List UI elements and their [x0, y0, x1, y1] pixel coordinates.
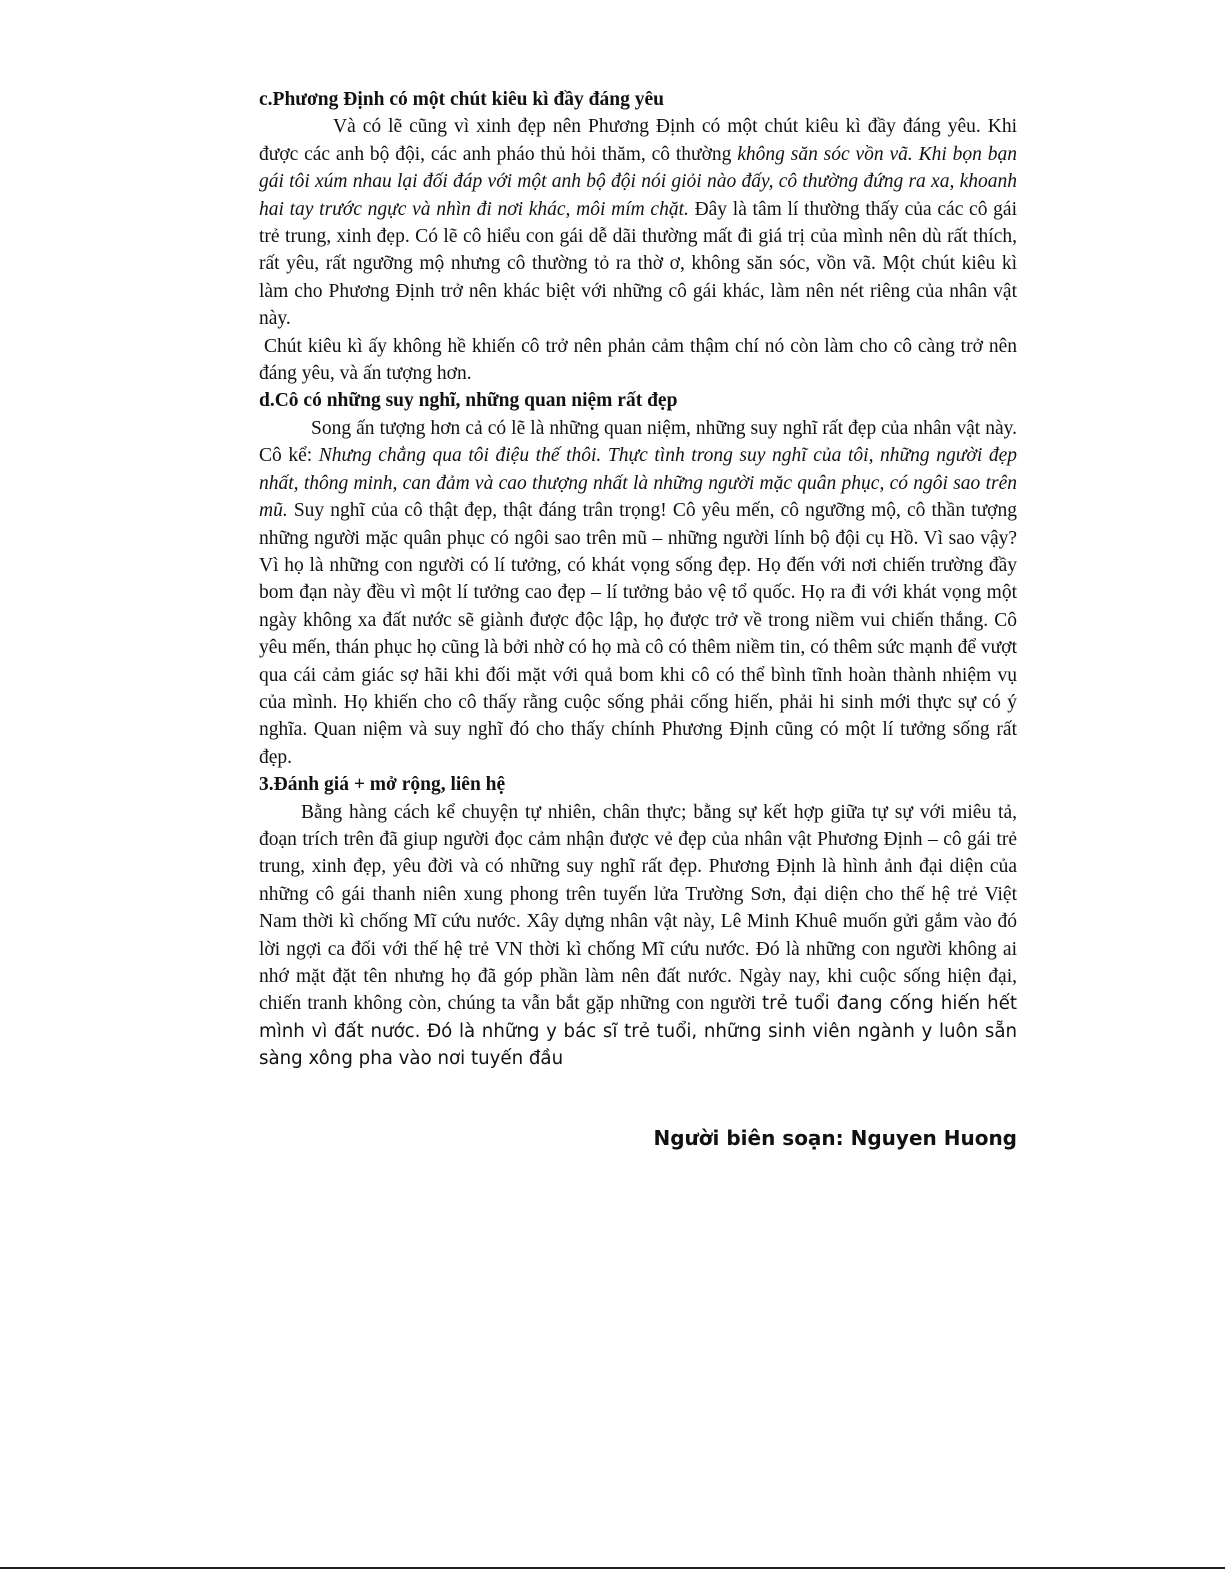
section-d-paragraph-1: [259, 415, 1017, 771]
section-c-p1-quote: không săn sóc vồn vã. Khi bọn bạn gái tôi xúm nhau lại đối đáp với một anh bộ đội nói giỏi nào đấy, cô thường đứng ra xa, khoanh hai tay trước ngực và nhìn đi nơi khác, môi mím chặt.: [259, 143, 1017, 220]
section-c-p1-text-a: Và có lẽ cũng vì xinh đẹp nên Phương Định có một chút kiêu kì đầy đáng yêu. Khi được các anh bộ đội, các anh pháo thủ hỏi thăm, cô thường: [259, 116, 1017, 165]
author-credit: Người biên soạn: Nguyen Huong: [653, 1126, 1017, 1150]
section-d-heading: d.Cô có những suy nghĩ, những quan niệm rất đẹp: [259, 390, 678, 412]
section-c-heading: c.Phương Định có một chút kiêu kì đầy đáng yêu: [259, 89, 664, 110]
section-3-paragraph-1: [259, 799, 1017, 1073]
section-d-p1-quote: Nhưng chẳng qua tôi điệu thế thôi. Thực tình trong suy nghĩ của tôi, những người đẹp nhất, thông minh, can đảm và cao thượng nhất là những người mặc quân phục, có ngôi sao trên mũ.: [259, 445, 1017, 522]
section-d-p1-text-b: Suy nghĩ của cô thật đẹp, thật đáng trân trọng! Cô yêu mến, cô ngưỡng mộ, cô thần tượng những người mặc quân phục có ngôi sao trên mũ – những người lính bộ đội cụ Hồ. Vì sao vậy? Vì họ là những con người có lí tưởng, có khát vọng sống đẹp. Họ đến với nơi chiến trường đầy bom đạn này đều vì một lí tưởng cao đẹp – lí tưởng bảo vệ tổ quốc. Họ ra đi với khát vọng một ngày không xa đất nước sẽ giành được độc lập, họ được trở về trong niềm vui chiến thắng. Cô yêu mến, thán phục họ cũng là bởi nhờ có họ mà cô có thêm niềm tin, có thêm sức mạnh để vượt qua cái cảm giác sợ hãi khi đối mặt với quả bom khi cô có thể bình tĩnh hoàn thành nhiệm vụ của mình. Họ khiến cho cô thấy rằng cuộc sống phải cống hiến, phải hi sinh mới thực sự có ý nghĩa. Quan niệm và suy nghĩ đó cho thấy chính Phương Định cũng có một lí tưởng sống rất đẹp.: [259, 500, 1017, 768]
section-c-paragraph-2: Chút kiêu kì ấy không hề khiến cô trở nên phản cảm thậm chí nó còn làm cho cô càng trở nên đáng yêu, và ấn tượng hơn.: [259, 335, 1017, 385]
section-c-p1-text-b: Đây là tâm lí thường thấy của các cô gái trẻ trung, xinh đẹp. Có lẽ cô hiểu con gái dễ dãi thường mất đi giá trị của mình nên dù rất thích, rất yêu, rất ngưỡng mộ nhưng cô thường tỏ ra thờ ơ, không săn sóc, vồn vã. Một chút kiêu kì làm cho Phương Định trở nên khác biệt với những cô gái khác, làm nên nét riêng của nhân vật này.: [259, 198, 1017, 330]
section-d-p1-text-a: Song ấn tượng hơn cả có lẽ là những quan niệm, những suy nghĩ rất đẹp của nhân vật này. Cô kể:: [259, 417, 1017, 467]
page-bottom-divider: [0, 1567, 1225, 1569]
section-c-paragraph-1: [259, 113, 1017, 332]
section-3-heading: 3.Đánh giá + mở rộng, liên hệ: [259, 774, 506, 796]
document-body: [259, 86, 1017, 1073]
section-3-p1-text-b: trẻ tuổi đang cống hiến hết mình vì đất nước. Đó là những y bác sĩ trẻ tuổi, những sinh viên ngành y luôn sẵn sàng xông pha vào nơi tuyến đầu: [259, 993, 1017, 1070]
section-3-p1-text-a: Bằng hàng cách kể chuyện tự nhiên, chân thực; bằng sự kết hợp giữa tự sự với miêu tả, đoạn trích trên đã giup người đọc cảm nhận được vẻ đẹp của nhân vật Phương Định – cô gái trẻ trung, xinh đẹp, yêu đời và có những suy nghĩ rất đẹp. Phương Định là hình ảnh đại diện của những cô gái thanh niên xung phong trên tuyến lửa Trường Sơn, đại diện cho thế hệ trẻ Việt Nam thời kì chống Mĩ cứu nước. Xây dựng nhân vật này, Lê Minh Khuê muốn gửi gắm vào đó lời ngợi ca đối với thế hệ trẻ VN thời kì chống Mĩ cứu nước. Đó là những con người không ai nhớ mặt đặt tên nhưng họ đã góp phần làm nên đất nước. Ngày nay, khi cuộc sống hiện đại, chiến tranh không còn, chúng ta vẫn bắt gặp những con người: [259, 801, 1017, 1015]
